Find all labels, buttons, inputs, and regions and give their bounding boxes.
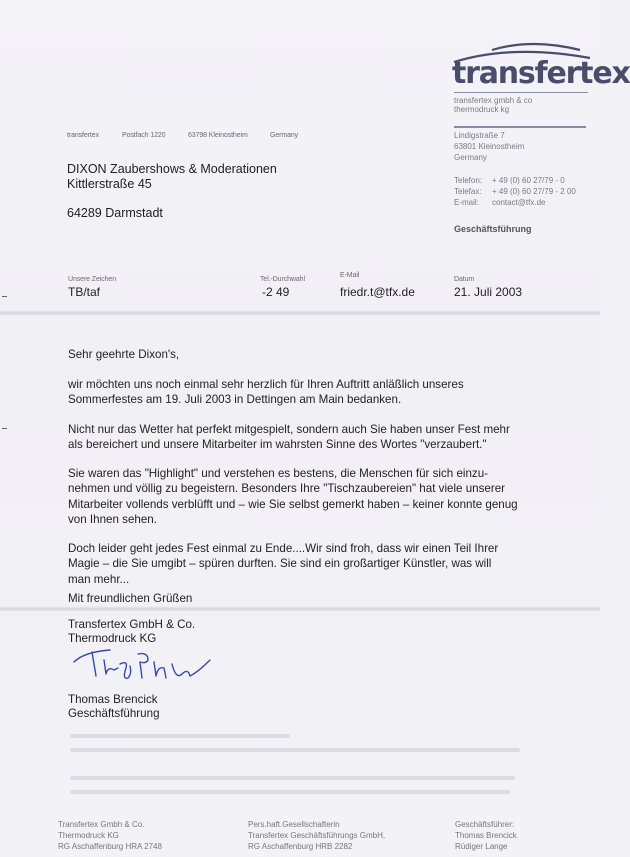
paragraph-3-line: Sie waren das "Highlight" und verstehen es bestens, die Menschen für sich einzu- <box>68 467 489 480</box>
paragraph-1 <box>68 377 464 408</box>
contact-value-fax: + 49 (0) 60 27/79 - 2 00 <box>492 187 576 196</box>
fold-mark <box>2 296 7 297</box>
address-divider <box>454 126 586 128</box>
paper-fold-lower <box>0 606 600 612</box>
letterhead-company-line2: thermodruck kg <box>454 105 510 114</box>
footer-line: Transfertex Geschäftsführungs GmbH, <box>248 831 386 840</box>
contact-label-phone: Telefon: <box>454 176 483 185</box>
ref-datum-label: Datum <box>454 276 475 283</box>
paper-fold-upper <box>0 310 600 316</box>
ref-durchwahl-value: -2 49 <box>262 285 290 299</box>
company-country: Germany <box>454 153 487 162</box>
sender-postbox: Postfach 1220 <box>122 132 166 139</box>
paragraph-3-line: Mitarbeiter vollends verblüfft und – wie Sie selbst gemerkt haben – keiner konnte genug <box>68 497 518 511</box>
show-through-text <box>70 790 510 794</box>
paragraph-3 <box>68 466 518 527</box>
paragraph-4-line: Magie – die Sie umgibt – spüren durften. Sie sind ein großartiger Künstler, was will <box>68 557 492 571</box>
paragraph-2-line: als bereichert und unsere Mitarbeiter im wahrsten Sinne des Wortes "verzaubert." <box>68 438 487 452</box>
salutation: Sehr geehrte Dixon's, <box>68 348 180 361</box>
sender-name: transfertex <box>67 132 99 139</box>
closing: Mit freundlichen Grüßen <box>68 592 193 605</box>
paragraph-2 <box>68 422 510 453</box>
handwritten-signature <box>70 646 230 684</box>
paragraph-4 <box>68 541 498 587</box>
footer-col-3 <box>455 819 517 852</box>
ref-datum-value: 21. Juli 2003 <box>454 285 523 299</box>
show-through-text <box>70 776 515 780</box>
paragraph-1-line: Sommerfestes am 19. Juli 2003 in Dettingen am Main bedanken. <box>68 393 402 407</box>
footer-line: Pers.haft.Gesellschafterin <box>248 820 340 829</box>
recipient-line3: 64289 Darmstadt <box>67 206 163 220</box>
footer-line: Rüdiger Lange <box>455 842 508 851</box>
logo-divider <box>454 92 588 93</box>
footer-line: Transfertex Gmbh & Co. <box>58 820 145 829</box>
contact-label-email: E-mail: <box>454 198 479 207</box>
show-through-text <box>70 734 290 738</box>
paragraph-4-line: man mehr... <box>68 572 130 586</box>
punch-mark <box>2 428 7 429</box>
paragraph-3-line: nehmen und völlig zu begeistern. Besonders Ihre "Tischzaubereien" hat viele unserer <box>68 482 506 496</box>
logo-wordmark: transfertex <box>452 56 630 91</box>
ref-email-value: friedr.t@tfx.de <box>340 285 415 299</box>
recipient-line1: DIXON Zaubershows & Moderationen <box>67 162 277 176</box>
ref-email-label: E-Mail <box>340 272 360 279</box>
department-heading: Geschäftsführung <box>454 224 532 234</box>
footer-line: RG Aschaffenburg HRA 2748 <box>58 842 162 851</box>
footer-line: Thermodruck KG <box>58 831 119 840</box>
paragraph-4-line: Doch leider geht jedes Fest einmal zu Ende....Wir sind froh, dass wir einen Teil Ihrer <box>68 542 499 555</box>
footer-col-2 <box>248 819 385 852</box>
ref-zeichen-value: TB/taf <box>68 285 101 299</box>
footer-line: Geschäftsführer: <box>455 820 515 829</box>
ref-zeichen-label: Unsere Zeichen <box>68 276 117 283</box>
company-street: Lindigstraße 7 <box>454 131 505 140</box>
footer-col-1 <box>58 819 162 852</box>
contact-value-phone: + 49 (0) 60 27/79 - 0 <box>492 176 565 185</box>
footer-line: RG Aschaffenburg HRB 2282 <box>248 842 353 851</box>
paragraph-1-line: wir möchten uns noch einmal sehr herzlich für Ihren Auftritt anläßlich unseres <box>68 378 464 391</box>
paragraph-3-line: von Ihnen sehen. <box>68 512 157 526</box>
sender-city: 63798 Kleinostheim <box>188 132 248 139</box>
contact-value-email: contact@tfx.de <box>492 198 546 207</box>
letterhead-company-line1: transfertex gmbh & co <box>454 96 533 105</box>
sender-country: Germany <box>270 132 299 139</box>
company-city: 63801 Kleinostheim <box>454 142 525 151</box>
show-through-text <box>70 748 520 752</box>
signer-title: Geschäftsführung <box>68 707 160 720</box>
contact-label-fax: Telefax: <box>454 187 482 196</box>
recipient-line2: Kittlerstraße 45 <box>67 177 152 191</box>
signature-company-line2: Thermodruck KG <box>68 632 157 645</box>
paragraph-2-line: Nicht nur das Wetter hat perfekt mitgespielt, sondern auch Sie haben unser Fest mehr <box>68 423 510 436</box>
footer-line: Thomas Brencick <box>455 831 517 840</box>
ref-durchwahl-label: Tel.-Durchwahl <box>260 276 305 283</box>
signer-name: Thomas Brencick <box>68 693 158 706</box>
signature-company-line1: Transfertex GmbH & Co. <box>68 618 196 631</box>
